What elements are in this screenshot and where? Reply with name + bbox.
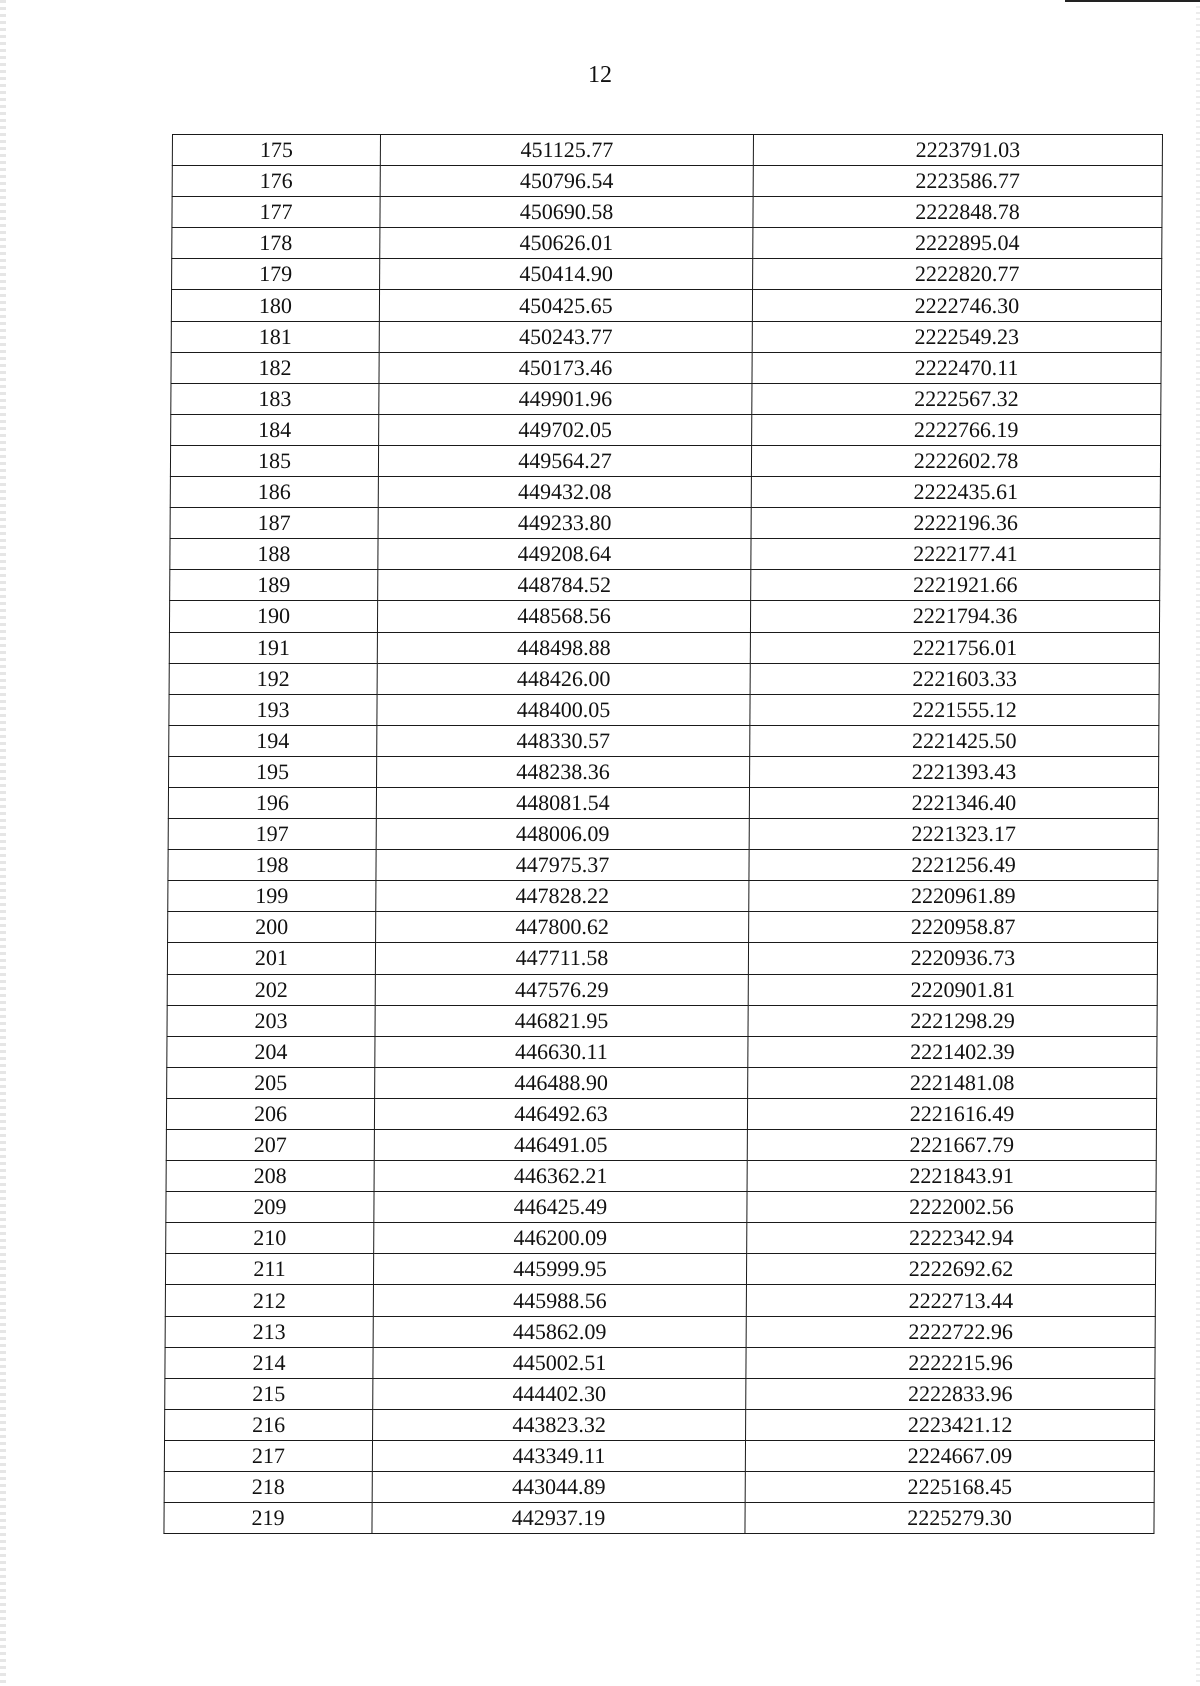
y-coordinate-cell: 2221794.36 [750,601,1159,632]
x-coordinate-cell: 448568.56 [377,601,750,632]
point-number-cell: 191 [169,632,377,663]
y-coordinate-cell: 2221756.01 [750,632,1159,663]
x-coordinate-cell: 449208.64 [378,539,751,570]
x-coordinate-cell: 448784.52 [378,570,751,601]
x-coordinate-cell: 450243.77 [379,321,752,352]
x-coordinate-cell: 446488.90 [375,1067,748,1098]
table-row [168,850,1158,881]
page-number: 12 [588,62,612,88]
point-number-cell: 213 [165,1316,373,1347]
table-row [165,1409,1155,1440]
x-coordinate-cell: 451125.77 [380,135,753,166]
y-coordinate-cell: 2221425.50 [750,725,1159,756]
x-coordinate-cell: 449233.80 [378,508,751,539]
y-coordinate-cell: 2222722.96 [746,1316,1155,1347]
table-row [166,1192,1156,1223]
table-row [167,943,1157,974]
point-number-cell: 202 [167,974,375,1005]
point-number-cell: 186 [170,477,378,508]
y-coordinate-cell: 2220958.87 [749,912,1158,943]
x-coordinate-cell: 448081.54 [376,787,749,818]
x-coordinate-cell: 450425.65 [379,290,752,321]
x-coordinate-cell: 449564.27 [378,445,751,476]
x-coordinate-cell: 447800.62 [376,912,749,943]
coordinate-table-body [164,135,1163,1534]
table-row [172,228,1162,259]
point-number-cell: 196 [168,787,376,818]
table-row [168,881,1158,912]
x-coordinate-cell: 450173.46 [379,352,752,383]
table-row [164,1472,1154,1503]
table-row [166,1098,1156,1129]
x-coordinate-cell: 448400.05 [377,694,750,725]
y-coordinate-cell: 2222549.23 [752,321,1161,352]
y-coordinate-cell: 2222196.36 [751,508,1160,539]
table-row [168,787,1158,818]
y-coordinate-cell: 2221616.49 [747,1098,1156,1129]
x-coordinate-cell: 444402.30 [373,1378,746,1409]
y-coordinate-cell: 2223586.77 [753,166,1162,197]
table-row [169,725,1159,756]
table-row [169,756,1159,787]
y-coordinate-cell: 2221323.17 [749,819,1158,850]
table-row [171,352,1161,383]
point-number-cell: 194 [169,725,377,756]
y-coordinate-cell: 2222713.44 [746,1285,1155,1316]
y-coordinate-cell: 2222746.30 [752,290,1161,321]
point-number-cell: 184 [171,414,379,445]
table-row [167,974,1157,1005]
y-coordinate-cell: 2221921.66 [751,570,1160,601]
x-coordinate-cell: 448238.36 [377,756,750,787]
point-number-cell: 176 [172,166,380,197]
y-coordinate-cell: 2222848.78 [753,197,1162,228]
table-row [171,414,1161,445]
x-coordinate-cell: 447975.37 [376,850,749,881]
x-coordinate-cell: 448498.88 [377,632,750,663]
table-row [171,290,1161,321]
table-row [169,632,1159,663]
point-number-cell: 210 [166,1223,374,1254]
x-coordinate-cell: 445002.51 [373,1347,746,1378]
x-coordinate-cell: 450796.54 [380,166,753,197]
y-coordinate-cell: 2220936.73 [748,943,1157,974]
point-number-cell: 218 [164,1472,372,1503]
table-row [172,259,1162,290]
x-coordinate-cell: 449702.05 [379,414,752,445]
x-coordinate-cell: 443823.32 [373,1409,746,1440]
table-row [171,383,1161,414]
y-coordinate-cell: 2225279.30 [745,1503,1154,1534]
x-coordinate-cell: 447828.22 [376,881,749,912]
point-number-cell: 198 [168,850,376,881]
table-row [167,1067,1157,1098]
x-coordinate-cell: 443044.89 [372,1472,745,1503]
point-number-cell: 179 [172,259,380,290]
point-number-cell: 193 [169,694,377,725]
table-row [165,1254,1155,1285]
point-number-cell: 209 [166,1192,374,1223]
x-coordinate-cell: 450414.90 [380,259,753,290]
y-coordinate-cell: 2221256.49 [749,850,1158,881]
x-coordinate-cell: 446425.49 [374,1192,747,1223]
x-coordinate-cell: 445862.09 [373,1316,746,1347]
x-coordinate-cell: 446492.63 [374,1098,747,1129]
point-number-cell: 177 [172,197,380,228]
table-row [170,539,1160,570]
point-number-cell: 185 [170,445,378,476]
x-coordinate-cell: 450626.01 [380,228,753,259]
x-coordinate-cell: 442937.19 [372,1503,745,1534]
point-number-cell: 206 [166,1098,374,1129]
x-coordinate-cell: 448330.57 [377,725,750,756]
table-row [170,477,1160,508]
x-coordinate-cell: 445999.95 [373,1254,746,1285]
table-row [170,508,1160,539]
table-row [166,1223,1156,1254]
coordinate-table [163,134,1163,1534]
table-row [167,1005,1157,1036]
point-number-cell: 215 [165,1378,373,1409]
y-coordinate-cell: 2222215.96 [746,1347,1155,1378]
y-coordinate-cell: 2222342.94 [747,1223,1156,1254]
x-coordinate-cell: 445988.56 [373,1285,746,1316]
x-coordinate-cell: 446630.11 [375,1036,748,1067]
y-coordinate-cell: 2221346.40 [749,787,1158,818]
x-coordinate-cell: 448426.00 [377,663,750,694]
table-row [168,819,1158,850]
x-coordinate-cell: 446200.09 [374,1223,747,1254]
x-coordinate-cell: 449432.08 [378,477,751,508]
y-coordinate-cell: 2221603.33 [750,663,1159,694]
table-row [166,1130,1156,1161]
top-corner-rule [1065,0,1200,2]
y-coordinate-cell: 2221402.39 [748,1036,1157,1067]
table-row [165,1285,1155,1316]
point-number-cell: 207 [166,1130,374,1161]
point-number-cell: 211 [165,1254,373,1285]
x-coordinate-cell: 446491.05 [374,1130,747,1161]
point-number-cell: 183 [171,383,379,414]
table-row [170,570,1160,601]
point-number-cell: 195 [169,756,377,787]
table-row [164,1503,1154,1534]
y-coordinate-cell: 2221667.79 [747,1130,1156,1161]
point-number-cell: 182 [171,352,379,383]
y-coordinate-cell: 2222435.61 [751,477,1160,508]
point-number-cell: 216 [165,1409,373,1440]
y-coordinate-cell: 2220961.89 [749,881,1158,912]
x-coordinate-cell: 447576.29 [375,974,748,1005]
scan-right-edge [1196,0,1200,1686]
point-number-cell: 219 [164,1503,372,1534]
y-coordinate-cell: 2221298.29 [748,1005,1157,1036]
y-coordinate-cell: 2222820.77 [753,259,1162,290]
table-row [166,1161,1156,1192]
y-coordinate-cell: 2221393.43 [750,756,1159,787]
table-row [171,321,1161,352]
point-number-cell: 187 [170,508,378,539]
point-number-cell: 212 [165,1285,373,1316]
point-number-cell: 200 [168,912,376,943]
table-row [170,445,1160,476]
x-coordinate-cell: 450690.58 [380,197,753,228]
y-coordinate-cell: 2221481.08 [748,1067,1157,1098]
point-number-cell: 181 [171,321,379,352]
point-number-cell: 190 [169,601,377,632]
point-number-cell: 214 [165,1347,373,1378]
y-coordinate-cell: 2221843.91 [747,1161,1156,1192]
table-row [165,1378,1155,1409]
table-row [165,1316,1155,1347]
y-coordinate-cell: 2223791.03 [753,135,1162,166]
y-coordinate-cell: 2222470.11 [752,352,1161,383]
point-number-cell: 201 [167,943,375,974]
y-coordinate-cell: 2222002.56 [747,1192,1156,1223]
y-coordinate-cell: 2220901.81 [748,974,1157,1005]
table-row [167,1036,1157,1067]
point-number-cell: 188 [170,539,378,570]
table-row [172,197,1162,228]
x-coordinate-cell: 448006.09 [376,819,749,850]
point-number-cell: 178 [172,228,380,259]
table-row [169,694,1159,725]
x-coordinate-cell: 446362.21 [374,1161,747,1192]
y-coordinate-cell: 2221555.12 [750,694,1159,725]
y-coordinate-cell: 2222833.96 [746,1378,1155,1409]
point-number-cell: 175 [172,135,380,166]
table-row [172,166,1162,197]
y-coordinate-cell: 2222567.32 [752,383,1161,414]
y-coordinate-cell: 2222766.19 [752,414,1161,445]
y-coordinate-cell: 2222177.41 [751,539,1160,570]
scan-left-edge [0,0,6,1686]
table-row [168,912,1158,943]
x-coordinate-cell: 443349.11 [372,1440,745,1471]
point-number-cell: 208 [166,1161,374,1192]
y-coordinate-cell: 2224667.09 [745,1440,1154,1471]
y-coordinate-cell: 2225168.45 [745,1472,1154,1503]
point-number-cell: 189 [170,570,378,601]
point-number-cell: 197 [168,819,376,850]
x-coordinate-cell: 447711.58 [375,943,748,974]
point-number-cell: 204 [167,1036,375,1067]
point-number-cell: 203 [167,1005,375,1036]
y-coordinate-cell: 2222602.78 [751,445,1160,476]
y-coordinate-cell: 2223421.12 [746,1409,1155,1440]
y-coordinate-cell: 2222692.62 [746,1254,1155,1285]
point-number-cell: 199 [168,881,376,912]
point-number-cell: 205 [167,1067,375,1098]
table-row [169,663,1159,694]
table-row [164,1440,1154,1471]
point-number-cell: 180 [171,290,379,321]
y-coordinate-cell: 2222895.04 [753,228,1162,259]
table-row [169,601,1159,632]
table-row [172,135,1162,166]
table-row [165,1347,1155,1378]
point-number-cell: 217 [164,1440,372,1471]
x-coordinate-cell: 446821.95 [375,1005,748,1036]
x-coordinate-cell: 449901.96 [379,383,752,414]
point-number-cell: 192 [169,663,377,694]
